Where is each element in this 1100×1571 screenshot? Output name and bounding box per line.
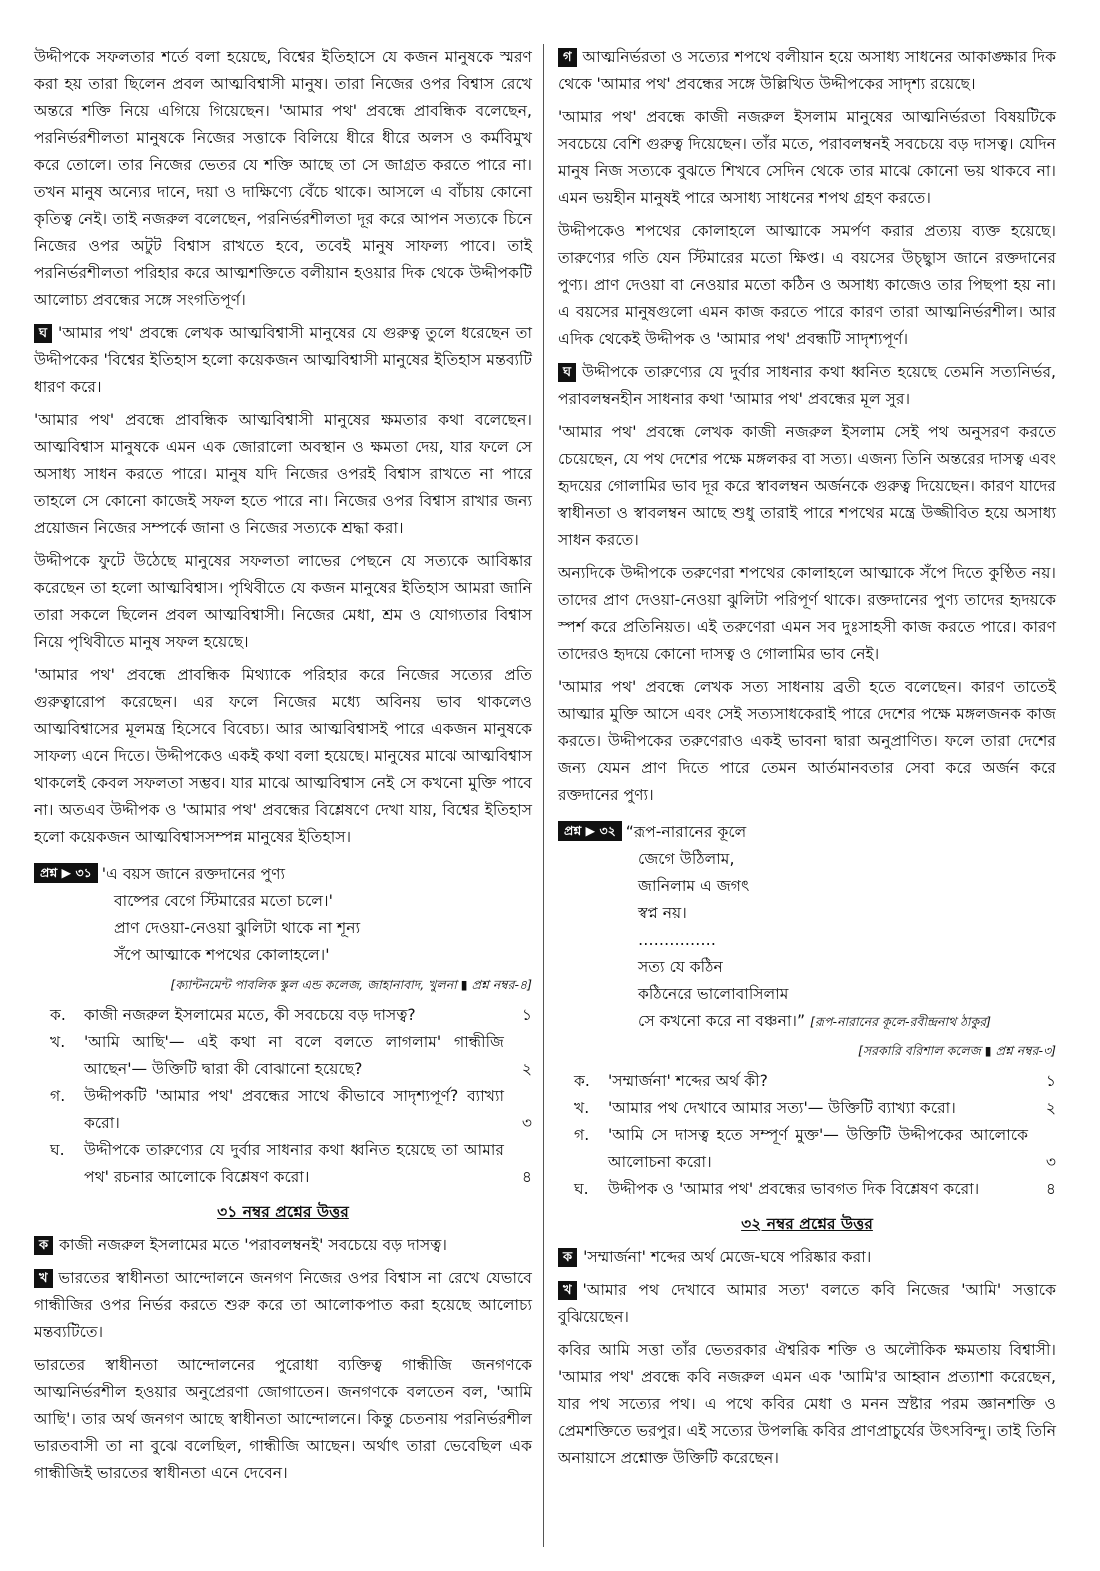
- paragraph: কবির আমি সত্তা তাঁর ভেতরকার ঐশ্বরিক শক্তি ও অলৌকিক ক্ষমতায় বিশ্বাসী। 'আমার পথ' প্রবন্ধে কবি নজরুল এমন এক 'আমি'র আহ্বান প্রত্যাশা করেছেন, যার পথ সত্যের পথ। এ পথে কবির মেধা ও মনন স্রষ্টার পরম জ্ঞানশক্তি ও প্রেমশক্তিতে ভরপুর। এই সত্যের উপলব্ধি কবির প্রাণপ্রাচুর্যের উৎসবিন্দু। তাই তিনি অনায়াসে প্রশ্নোক্ত উক্তিটি করেছেন।: [558, 1341, 1056, 1467]
- left-column: [34, 44, 532, 1551]
- sub-question: ঘ. উদ্দীপকে তারুণ্যের যে দুর্বার সাধনার কথা ধ্বনিত হয়েছে তা আমার পথ' রচনার আলোকে বিশ্লেষণ করো। ৪: [50, 1141, 532, 1186]
- answer-gha: ঘ উদ্দীপকে তারুণ্যের যে দুর্বার সাধনার কথা ধ্বনিত হয়েছে তেমনি সত্যনির্ভর, পরাবলম্বনহীন সাধনার কথা 'আমার পথ' প্রবন্ধের মূল সুর।: [558, 363, 1056, 408]
- answer-badge: গ: [558, 48, 577, 67]
- question-31: [34, 861, 532, 1487]
- answer-kha: খ 'আমার পথ দেখাবে আমার সত্য' বলতে কবি নিজের 'আমি' সত্তাকে বুঝিয়েছেন।: [558, 1281, 1056, 1326]
- question-tag: প্রশ্ন ▶ ৩১: [34, 863, 98, 883]
- answer-badge: ক: [34, 1236, 53, 1255]
- question-31-stimulus: প্রশ্ন ▶ ৩১ 'এ বয়স জানে রক্তদানের পুণ্য বাষ্পের বেগে স্টিমারের মতো চলে।' প্রাণ দেওয়া-নেওয়া ঝুলিটা থাকে না শূন্য সঁপে আত্মাকে শপথের কোলাহলে।': [34, 861, 532, 969]
- question-32: [558, 819, 1056, 1472]
- sub-question: ক. কাজী নজরুল ইসলামের মতে, কী সবচেয়ে বড় দাসত্ব? ১: [50, 1006, 532, 1024]
- answer-ka: ক কাজী নজরুল ইসলামের মতে 'পরাবলম্বনই' সবচেয়ে বড় দাসত্ব।: [34, 1232, 532, 1259]
- sub-question: খ. 'আমি আছি'— এই কথা না বলে বলতে লাগলাম' গান্ধীজি আছেন'— উক্তিটি দ্বারা কী বোঝানো হয়েছে? ২: [50, 1033, 532, 1078]
- sub-question: গ. 'আমি সে দাসত্ব হতে সম্পূর্ণ মুক্ত'— উক্তিটি উদ্দীপকের আলোকে আলোচনা করো। ৩: [574, 1126, 1056, 1171]
- answer-ga: গ আত্মনির্ভরতা ও সত্যের শপথে বলীয়ান হয়ে অসাধ্য সাধনের আকাঙ্ক্ষার দিক থেকে 'আমার পথ' প্রবন্ধের সঙ্গে উল্লিখিত উদ্দীপকের সাদৃশ্য রয়েছে।: [558, 48, 1056, 93]
- answer-badge: ক: [558, 1248, 577, 1267]
- paragraph: ঘ 'আমার পথ' প্রবন্ধে লেখক আত্মবিশ্বাসী মানুষের যে গুরুত্ব তুলে ধরেছেন তা উদ্দীপকের 'বিশ্বের ইতিহাস হলো কয়েকজন আত্মবিশ্বাসী মানুষের ইতিহাস মন্তব্যটি ধারণ করে।: [34, 324, 532, 396]
- answer-badge: ঘ: [558, 363, 576, 382]
- paragraph: 'আমার পথ' প্রবন্ধে প্রাবন্ধিক মিথ্যাকে পরিহার করে নিজের সত্যের প্রতি গুরুত্বারোপ করেছেন। এর ফলে নিজের মধ্যে অবিনয় ভাব থাকলেও আত্মবিশ্বাসের মূলমন্ত্র হিসেবে বিবেচ্য। আর আত্মবিশ্বাসই পারে একজন মানুষকে সাফল্য এনে দিতে। উদ্দীপকেও একই কথা বলা হয়েছে। মানুষের মাঝে আত্মবিশ্বাস থাকলেই কেবল সফলতা সম্ভব। যার মাঝে আত্মবিশ্বাস নেই সে কখনো মুক্তি পাবে না। অতএব উদ্দীপক ও 'আমার পথ' প্রবন্ধের বিশ্লেষণে দেখা যায়, বিশ্বের ইতিহাস হলো কয়েকজন আত্মবিশ্বাসসম্পন্ন মানুষের ইতিহাস।: [34, 666, 532, 846]
- answer-ka: ক 'সম্মার্জনা' শব্দের অর্থ মেজে-ঘষে পরিষ্কার করা।: [558, 1244, 1056, 1271]
- paragraph: 'আমার পথ' প্রবন্ধে প্রাবন্ধিক আত্মবিশ্বাসী মানুষের ক্ষমতার কথা বলেছেন। আত্মবিশ্বাস মানুষকে এমন এক জোরালো অবস্থান ও ক্ষমতা দেয়, যার ফলে সে অসাধ্য সাধন করতে পারে। মানুষ যদি নিজের ওপরই বিশ্বাস রাখতে না পারে তাহলে সে কোনো কাজেই সফল হতে পারে না। নিজের ওপর বিশ্বাস রাখার জন্য প্রয়োজন নিজের সম্পর্কে জানা ও নিজের সত্যকে শ্রদ্ধা করা।: [34, 411, 532, 537]
- question-source: [ক্যান্টনমেন্ট পাবলিক স্কুল এন্ড কলেজ, জাহানাবাদ, খুলনা ▮ প্রশ্ন নম্বর-৪]: [170, 977, 532, 992]
- paragraph: উদ্দীপকে ফুটে উঠেছে মানুষের সফলতা লাভের পেছনে যে সত্যকে আবিষ্কার করেছেন তা হলো আত্মবিশ্বাস। পৃথিবীতে যে কজন মানুষের ইতিহাস আমরা জানি তারা সকলে ছিলেন প্রবল আত্মবিশ্বাসী। নিজের মেধা, শ্রম ও যোগ্যতার বিশ্বাস নিয়ে পৃথিবীতে মানুষ সফল হয়েছে।: [34, 552, 532, 651]
- question-source: [সরকারি বরিশাল কলেজ ▮ প্রশ্ন নম্বর-৩]: [858, 1043, 1056, 1058]
- answer-badge: খ: [558, 1281, 577, 1300]
- paragraph: ভারতের স্বাধীনতা আন্দোলনের পুরোধা ব্যক্তিত্ব গান্ধীজি জনগণকে আত্মনির্ভরশীল হওয়ার অনুপ্রেরণা জোগাতেন। জনগণকে বলতেন বল, 'আমি আছি'। তার অর্থ জনগণ আছে স্বাধীনতা আন্দোলনে। কিন্তু চেতনায় পরনির্ভরশীল ভারতবাসী তা না বুঝে বলেছিল, গান্ধীজি আছেন। অর্থাৎ তারা ভেবেছিল এক গান্ধীজিই ভারতের স্বাধীনতা এনে দেবেন।: [34, 1356, 532, 1482]
- poem-source: [রূপ-নারানের কূলে-রবীন্দ্রনাথ ঠাকুর]: [810, 1014, 992, 1029]
- sub-question: ঘ. উদ্দীপক ও 'আমার পথ' প্রবন্ধের ভাবগত দিক বিশ্লেষণ করো। ৪: [574, 1180, 1056, 1198]
- sub-question: ক. 'সম্মার্জনা' শব্দের অর্থ কী? ১: [574, 1072, 1056, 1090]
- paragraph: 'আমার পথ' প্রবন্ধে কাজী নজরুল ইসলাম মানুষের আত্মনির্ভরতা বিষয়টিকে সবচেয়ে বেশি গুরুত্ব দিয়েছেন। তাঁর মতে, পরাবলম্বনই সবচেয়ে বড় দাসত্ব। যেদিন মানুষ নিজ সত্যকে বুঝতে শিখবে সেদিন থেকে তার মাঝে কোনো ভয় থাকবে না। এমন ভয়হীন মানুষই পারে অসাধ্য সাধনের শপথ গ্রহণ করতে।: [558, 108, 1056, 207]
- answer-heading: ৩২ নম্বর প্রশ্নের উত্তর: [741, 1215, 873, 1233]
- paragraph: উদ্দীপকেও শপথের কোলাহলে আত্মাকে সমর্পণ করার প্রত্যয় ব্যক্ত হয়েছে। তারুণ্যের গতি যেন স্টিমারের মতো ক্ষিপ্ত। এ বয়সের উচ্ছ্বাস জানে রক্তদানের পুণ্য। প্রাণ দেওয়া বা নেওয়ার মতো কঠিন ও অসাধ্য কাজেও তার পিছপা হয় না। এ বয়সের মানুষগুলো এমন কাজ করতে পারে কারণ তারা আত্মনির্ভরশীল। আর এদিক থেকেই উদ্দীপক ও 'আমার পথ' প্রবন্ধটি সাদৃশ্যপূর্ণ।: [558, 222, 1056, 348]
- answer-badge: ঘ: [34, 324, 52, 343]
- paragraph: 'আমার পথ' প্রবন্ধে লেখক কাজী নজরুল ইসলাম সেই পথ অনুসরণ করতে চেয়েছেন, যে পথ দেশের পক্ষে মঙ্গলকর বা সত্য। এজন্য তিনি অন্তরের দাসত্ব এবং হৃদয়ের গোলামির ভাব দূর করে স্বাবলম্বন অর্জনকে গুরুত্ব দিয়েছেন। কারণ যাদের স্বাধীনতা ও স্বাবলম্বন আছে শুধু তারাই পারে শপথের মন্ত্রে উজ্জীবিত হয়ে অসাধ্য সাধন করতে।: [558, 423, 1056, 549]
- paragraph: 'আমার পথ' প্রবন্ধে লেখক সত্য সাধনায় ব্রতী হতে বলেছেন। কারণ তাতেই আত্মার মুক্তি আসে এবং সেই সত্যসাধকেরাই পারে দেশের পক্ষে মঙ্গলজনক কাজ করতে। উদ্দীপকের তরুণেরাও একই ভাবনা দ্বারা অনুপ্রাণিত। ফলে তারা দেশের জন্য যেমন প্রাণ দিতে পারে তেমন আর্তমানবতার সেবা করে অর্জন করে রক্তদানের পুণ্য।: [558, 678, 1056, 804]
- paragraph: অন্যদিকে উদ্দীপকে তরুণেরা শপথের কোলাহলে আত্মাকে সঁপে দিতে কুণ্ঠিত নয়। তাদের প্রাণ দেওয়া-নেওয়া ঝুলিটা পরিপূর্ণ থাকে। রক্তদানের পুণ্য তাদের হৃদয়কে স্পর্শ করে প্রতিনিয়ত। এই তরুণেরা এমন সব দুঃসাহসী কাজ করতে পারে। কারণ তাদেরও হৃদয়ে কোনো দাসত্ব ও গোলামির ভাব নেই।: [558, 564, 1056, 663]
- question-32-stimulus: প্রশ্ন ▶ ৩২ “রূপ-নারানের কূলে জেগে উঠিলাম, জানিলাম এ জগৎ স্বপ্ন নয়। …………… সত্য যে কঠিন কঠিনেরে ভালোবাসিলাম সে কখনো করে না বঞ্চনা।” [রূপ-নারানের কূলে-রবীন্দ্রনাথ ঠাকুর]: [558, 819, 1056, 1035]
- answer-heading: ৩১ নম্বর প্রশ্নের উত্তর: [217, 1203, 349, 1221]
- sub-question: গ. উদ্দীপকটি 'আমার পথ' প্রবন্ধের সাথে কীভাবে সাদৃশ্যপূর্ণ? ব্যাখ্যা করো। ৩: [50, 1087, 532, 1132]
- sub-question: খ. 'আমার পথ দেখাবে আমার সত্য'— উক্তিটি ব্যাখ্যা করো। ২: [574, 1099, 1056, 1117]
- column-divider: [543, 44, 544, 1547]
- answer-kha: খ ভারতের স্বাধীনতা আন্দোলনে জনগণ নিজের ওপর বিশ্বাস না রেখে যেভাবে গান্ধীজির ওপর নির্ভর করতে শুরু করে তা আলোকপাত করা হয়েছে আলোচ্য মন্তব্যটিতে।: [34, 1269, 532, 1341]
- paragraph: উদ্দীপকে সফলতার শর্তে বলা হয়েছে, বিশ্বের ইতিহাসে যে কজন মানুষকে স্মরণ করা হয় তারা ছিলেন প্রবল আত্মবিশ্বাসী মানুষ। তারা নিজের ওপর বিশ্বাস রেখে অন্তরে শক্তি নিয়ে এগিয়ে গিয়েছেন। 'আমার পথ' প্রবন্ধে প্রাবন্ধিক বলেছেন, পরনির্ভরশীলতা মানুষকে নিজের সত্তাকে বিলিয়ে ধীরে ধীরে অলস ও কর্মবিমুখ করে তোলে। তার নিজের ভেতর যে শক্তি আছে তা সে জাগ্রত করতে পারে না। তখন মানুষ অন্যের দানে, দয়া ও দাক্ষিণ্যে বেঁচে থাকে। আসলে এ বাঁচায় কোনো কৃতিত্ব নেই। তাই নজরুল বলেছেন, পরনির্ভরশীলতা দূর করে আপন সত্যকে চিনে নিজের ওপর অটুট বিশ্বাস রাখতে হবে, তবেই মানুষ সাফল্য পাবে। তাই পরনির্ভরশীলতা পরিহার করে আত্মশক্তিতে বলীয়ান হওয়ার দিক থেকে উদ্দীপকটি আলোচ্য প্রবন্ধের সঙ্গে সংগতিপূর্ণ।: [34, 48, 532, 309]
- question-tag: প্রশ্ন ▶ ৩২: [558, 821, 622, 841]
- answer-badge: খ: [34, 1269, 53, 1288]
- right-column: [558, 44, 1056, 1551]
